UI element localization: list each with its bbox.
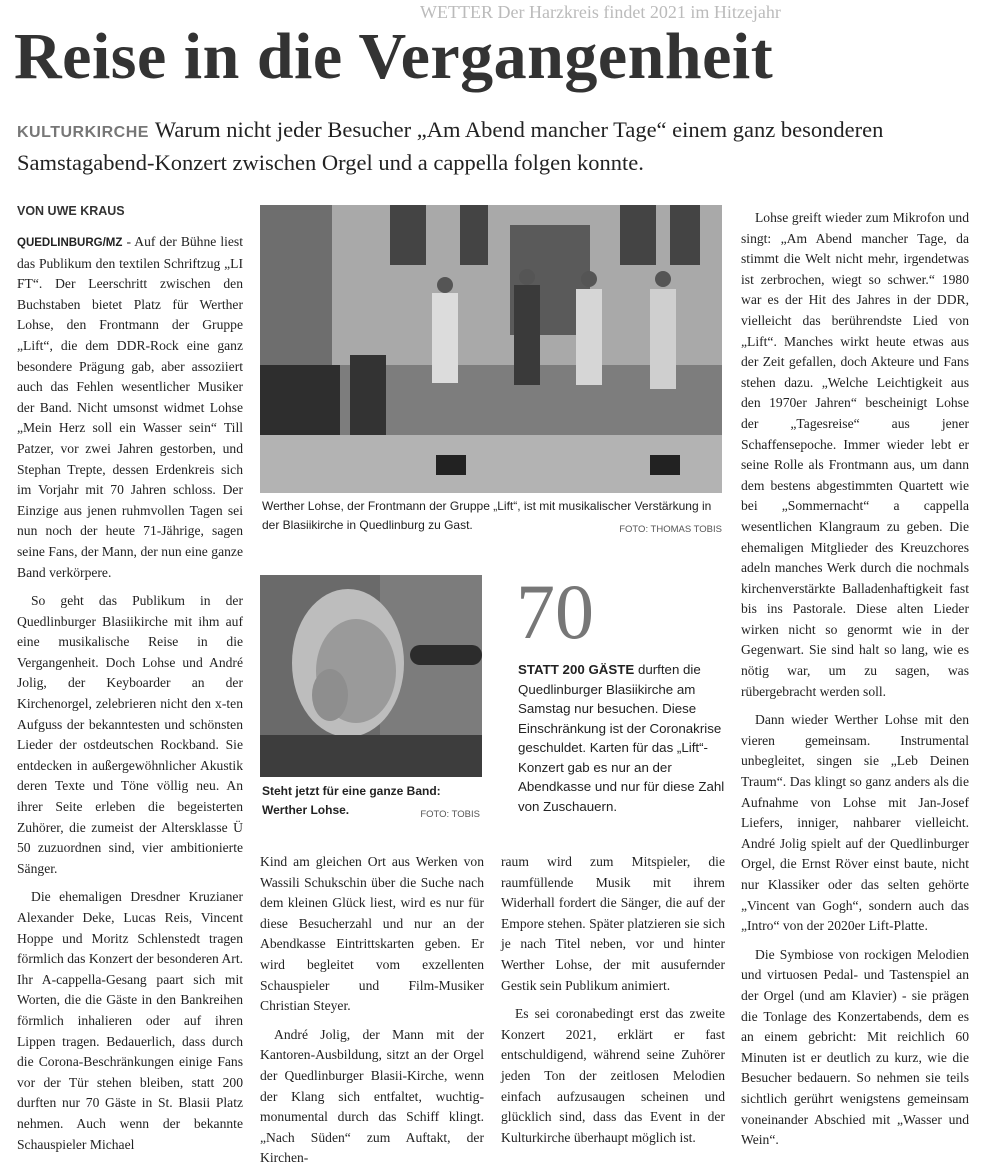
paragraph-text: - Auf der Bühne liest das Publikum den textilen Schriftzug „LI FT“. Der Leerschritt zwischen den Buchstaben bietet Platz für Werther Lohse, den Frontmann der Gruppe „Lift“, die dem DDR-Rock eine ganz besondere Prägung gab, aber assoziiert auch das Fehlen wesentlicher Musiker der Band. Nicht umsonst widmet Lohse „Mein Herz soll ein Wasser sein“ Till Patzer, vor zwei Jahren gestorben, und Stephan Trepte, dessen Erdenkreis sich im Vorjahr mit 70 Jahren schloss. Der Einzige aus jenen ruhmvollen Tagen sei nun noch der heute 71-Jährige, sagen seine Fans, der Mann, der nun eine ganze Band verkörpere.	[17, 234, 243, 580]
concert-photo	[260, 205, 722, 493]
info-text: durften die Quedlinburger Blasiikirche am Samstag nur besuchen. Diese Einschränkung ist der Coronakrise geschuldet. Karten für das „Lift“-Konzert gab es nur an der Abendkasse und nur für diese Zahl von Zuschauern.	[518, 662, 725, 814]
portrait-photo-image	[260, 575, 482, 777]
kicker: KULTURKIRCHE	[17, 124, 149, 141]
byline: VON UWE KRAUS	[17, 204, 125, 218]
paragraph: Die ehemaligen Dresdner Kruzianer Alexander Deke, Lucas Reis, Vincent Hoppe und Moritz Schlenstedt tragen förmlich das Konzert der besonderen Art. Ihr A-cappella-Gesang paart sich mit Worten, die die Gäste in den Bankreihen förmlich inhalieren oder auf ihren Lippen tragen. Bedauerlich, dass durch die Corona-Beschränkungen einige Fans vor der Tür stehen bleiben, statt 200 durften nur 70 Gäste in St. Blasii Platz nehmen. Auch wenn der bekannte Schauspieler Michael	[17, 889, 243, 1152]
paragraph: André Jolig, der Mann mit der Kantoren-Ausbildung, sitzt an der Orgel der Quedlinburger Blasii-Kirche, wenn der Klang sich entfaltet, wuchtig-monumental durch das Schiff klingt. „Nach Süden“ zum Auftakt, der Kirchen-	[260, 1026, 484, 1166]
caption-text: Werther Lohse, der Frontmann der Gruppe „Lift“, ist mit musikalischer Verstärkung in der Blasiikirche in Quedlinburg zu Gast.	[262, 499, 712, 532]
concert-photo-image	[260, 205, 722, 493]
article-column-2	[260, 852, 484, 1166]
info-box	[518, 660, 728, 816]
paragraph: So geht das Publikum in der Quedlinburger Blasiikirche mit ihm auf eine musikalische Reise in die Vergangenheit. Doch Lohse und André Jolig, der Keyboarder an der Kirchenorgel, zelebrieren nicht den x-ten Aufguss der bekanntesten und schönsten Lieder der ostdeutschen Rockband. Sie entdecken in außergewöhnlicher Akustik deren Texte und Töne völlig neu. An ihrer Seite erleben die begeisterten Zuhörer, die zumeist der Altersklasse Ü 50 zuzuordnen sind, vier ambitionierte Sänger.	[17, 593, 243, 876]
paragraph: Kind am gleichen Ort aus Werken von Wassili Schukschin über die Suche nach dem kleinen Glück liest, wird es nur für diese Besucherzahl und nur an der Abendkasse Eintrittskarten geben. Er wird begleitet vom exzellenten Schauspieler und Film-Musiker Christian Steyer.	[260, 854, 484, 1014]
paragraph: Dann wieder Werther Lohse mit den vieren gemeinsam. Instrumental unbegleitet, singen sie „Leb Deinen Traum“. Das klingt so ganz anders als die Aufnahme von Lohse mit Jan-Josef Liefers, inniger, nahbarer vielleicht. André Jolig spielt auf der Quedlinburger Orgel, die Ernst Röver einst baute, nicht nur Klassiker oder das selten gehörte „Vincent van Gogh“, sondern auch das „Intro“ von der 2020er Lift-Platte.	[741, 712, 969, 934]
headline: Reise in die Vergangenheit	[14, 20, 774, 93]
article-column-1	[17, 232, 243, 1152]
subline-text: Warum nicht jeder Besucher „Am Abend mancher Tage“ einem ganz besonderen Samstagabend-Konzert zwischen Orgel und a cappella folgen konnte.	[17, 117, 884, 175]
article-column-4	[741, 208, 969, 1152]
photo-caption	[262, 497, 722, 539]
paragraph: Die Symbiose von rockigen Melodien und virtuosen Pedal- und Tastenspiel an der Orgel (und am Klavier) - sie prägen die Tonlage des Konzertabends, dem es an einem gebricht: Mit reichlich 60 Minuten ist er deutlich zu kurz, wie die Besucher bedauern. So nehmen sie teils sichtlich gerührt wenigstens gemeinsam voneinander Abschied mit „Wasser und Wein“.	[741, 946, 969, 1148]
paragraph: Es sei coronabedingt erst das zweite Konzert 2021, erklärt er fast entschuldigend, während seine Zuhörer jeden Ton der zeitlosen Melodien einfach aufzusaugen scheinen und glücklich sind, dass das Event in der Kulturkirche überhaupt möglich ist.	[501, 1006, 725, 1145]
paragraph	[17, 232, 243, 583]
article-column-3	[501, 852, 725, 1152]
portrait-photo	[260, 575, 482, 777]
bleed-through-text: WETTER Der Harzkreis findet 2021 im Hitzejahr	[420, 2, 781, 22]
paragraph: Lohse greift wieder zum Mikrofon und singt: „Am Abend mancher Tage, da stimmt die Welt nicht mehr, irgendetwas ist zerbrochen, wiegt so schwer.“ 1980 war es der Hit des Jahres in der DDR, vielleicht das berührendste Lied von „Lift“. Manches wirkt heute etwas aus der Zeit gefallen, doch Akteure und Fans stehen dazu. „Welche Leichtigkeit aus den 1970er Jahren“ bescheinigt Lohse der „Tagesreise“ aus jener Schaffensepoche. Immer wieder lebt er seine Rolle als Frontmann aus, um dann dem bestens abgestimmten Quartett wie bei „Sommernacht“ a cappella wesentlichen Klangraum zu geben. Die ehemaligen Mitglieder des Kreuzchores adeln manches Werk durch die nochmals kirchenverstärkte Balladenhaftigkeit fast bis ins Pastorale. Diese alten Lieder wirken nicht so genormt wie in der Gegenwart. Sie sind halt so lang, wie es nötig war, um zu sagen, was rübergebracht werden soll.	[741, 210, 969, 699]
info-number: 70	[516, 568, 594, 655]
caption-text: Steht jetzt für eine ganze Band: Werther Lohse.	[262, 784, 441, 817]
portrait-caption	[262, 782, 480, 824]
info-lead: STATT 200 GÄSTE	[518, 662, 635, 677]
photo-credit: FOTO: TOBIS	[420, 809, 480, 820]
dateline: QUEDLINBURG/MZ	[17, 237, 123, 249]
paragraph: raum wird zum Mitspieler, die raumfüllende Musik mit ihrem Widerhall fordert die Sänger, die auf der Empore stehen. Später platzieren sie sich je nach Titel neben, vor und hinter Werther Lohse, der mit ausufernder Gestik sein Publikum animiert.	[501, 854, 725, 993]
photo-credit: FOTO: THOMAS TOBIS	[619, 524, 722, 535]
subline	[17, 115, 977, 178]
